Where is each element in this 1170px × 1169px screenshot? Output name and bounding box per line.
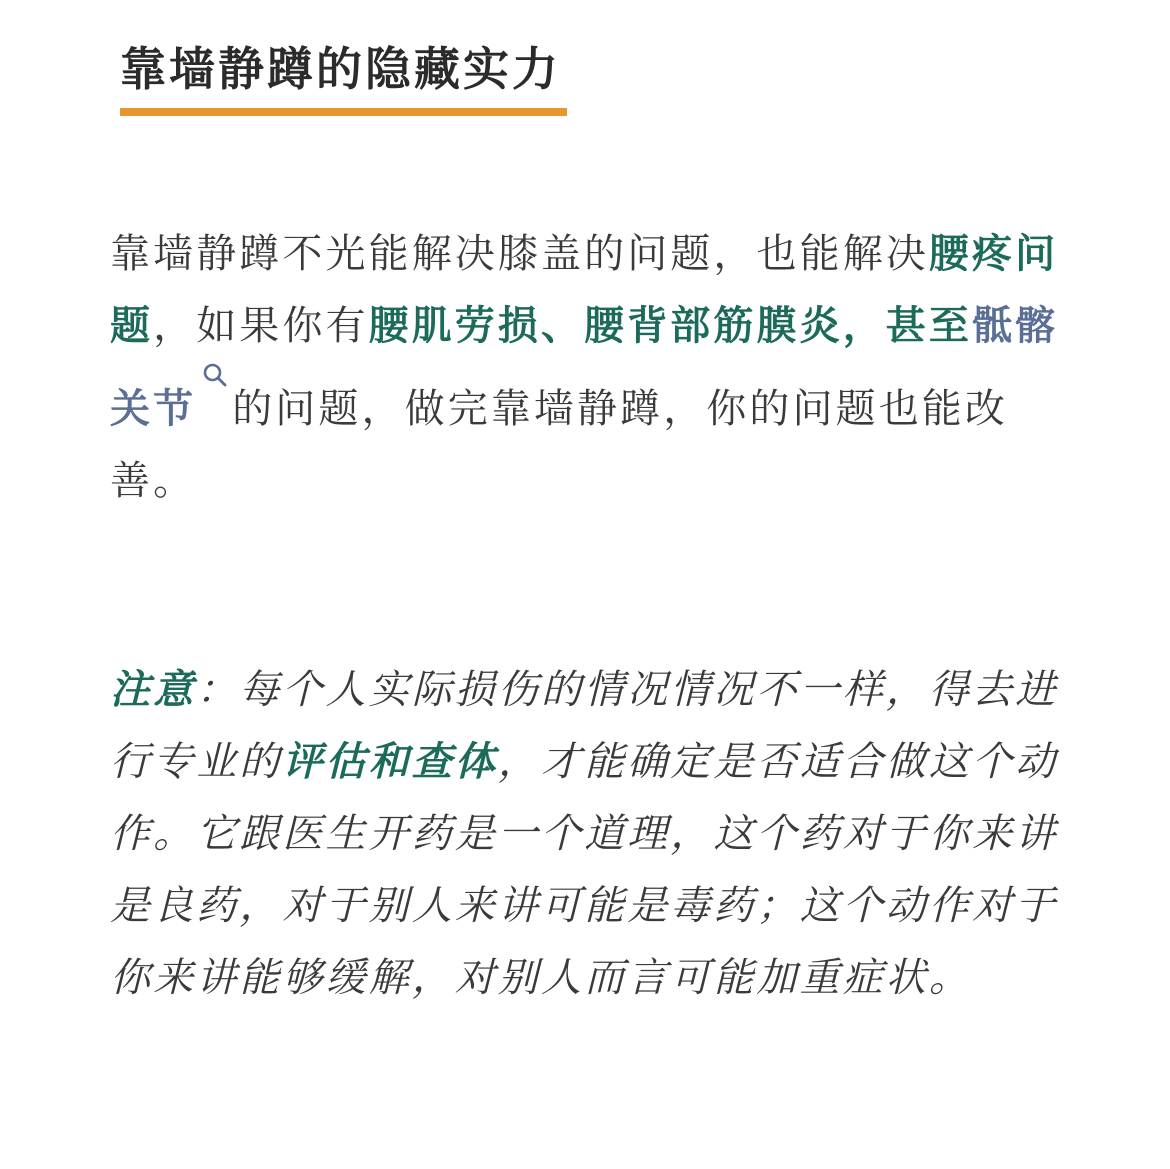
section-title: 靠墙静蹲的隐藏实力 <box>120 42 561 96</box>
highlight-assessment: 评估和查体 <box>282 739 498 785</box>
paragraph-text: 靠墙静蹲不光能解决膝盖的问题，也能解决 <box>110 231 929 277</box>
section-heading <box>120 38 567 116</box>
paragraph-text: 的问题，做完靠墙静蹲，你的问题也能改善。 <box>110 386 1009 504</box>
paragraph-text: ，才能确定是否适合做这个动作。它跟医生开药是一个道理，这个药对于你来讲是良药，对于别人来讲可能是毒药；这个动作对于你来讲能够缓解，对别人而言可能加重症状。 <box>110 739 1059 1001</box>
title-underline <box>120 108 567 116</box>
search-icon[interactable] <box>202 362 228 388</box>
note-label: 注意 <box>110 667 197 713</box>
note-paragraph <box>110 654 1065 1014</box>
intro-paragraph <box>110 218 1065 517</box>
highlight-back-pain: 腰疼问题 <box>110 231 1059 349</box>
paragraph-text: ，如果你有 <box>153 303 369 349</box>
paragraph-text: ：每个人实际损伤的情况情况不一样，得去进行专业的 <box>110 667 1059 785</box>
sacroiliac-joint-link[interactable]: 骶髂关节 <box>110 303 1059 432</box>
highlight-conditions: 腰肌劳损、腰背部筋膜炎，甚至 <box>368 303 973 349</box>
